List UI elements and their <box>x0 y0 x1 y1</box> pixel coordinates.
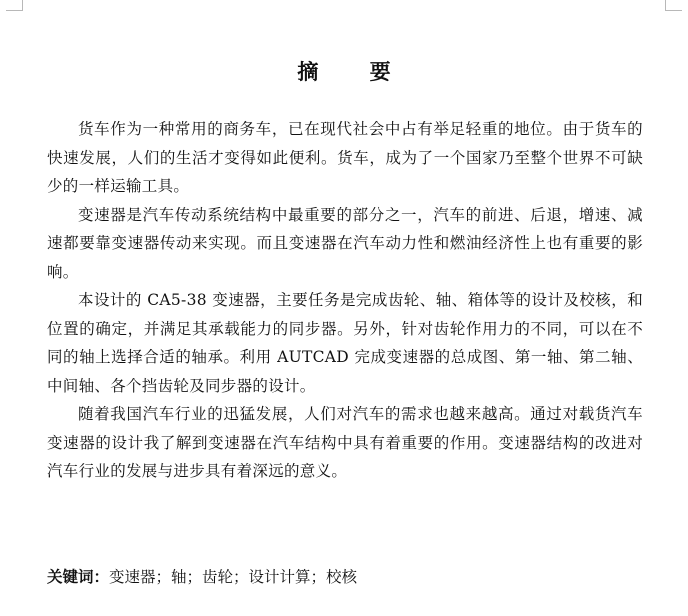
abstract-paragraph-3: 本设计的 CA5-38 变速器，主要任务是完成齿轮、轴、箱体等的设计及校核，和位置的确定，并满足其承载能力的同步器。另外，针对齿轮作用力的不同，可以在不同的轴上选择合适的轴承。利用 AUTCAD 完成变速器的总成图、第一轴、第二轴、中间轴、各个挡齿轮及同步器的设计。 <box>47 291 643 395</box>
keywords-line <box>47 563 647 591</box>
abstract-paragraph-1: 货车作为一种常用的商务车，已在现代社会中占有举足轻重的地位。由于货车的快速发展，人们的生活才变得如此便利。货车，成为了一个国家乃至整个世界不可缺少的一样运输工具。 <box>47 120 643 195</box>
margin-corner-mark-top-left <box>6 0 23 11</box>
margin-corner-mark-top-right <box>665 0 682 11</box>
abstract-body <box>47 115 643 486</box>
abstract-paragraph-4: 随着我国汽车行业的迅猛发展，人们对汽车的需求也越来越高。通过对载货汽车变速器的设计我了解到变速器在汽车结构中具有着重要的作用。变速器结构的改进对汽车行业的发展与进步具有着深远的意义。 <box>47 405 643 480</box>
keywords-label: 关键词： <box>47 568 110 586</box>
keywords-text: 变速器；轴；齿轮；设计计算；校核 <box>109 568 358 586</box>
page-title: 摘 要 <box>297 60 413 84</box>
abstract-paragraph-2: 变速器是汽车传动系统结构中最重要的部分之一，汽车的前进、后退，增速、减速都要靠变速器传动来实现。而且变速器在汽车动力性和燃油经济性上也有重要的影响。 <box>47 205 643 281</box>
